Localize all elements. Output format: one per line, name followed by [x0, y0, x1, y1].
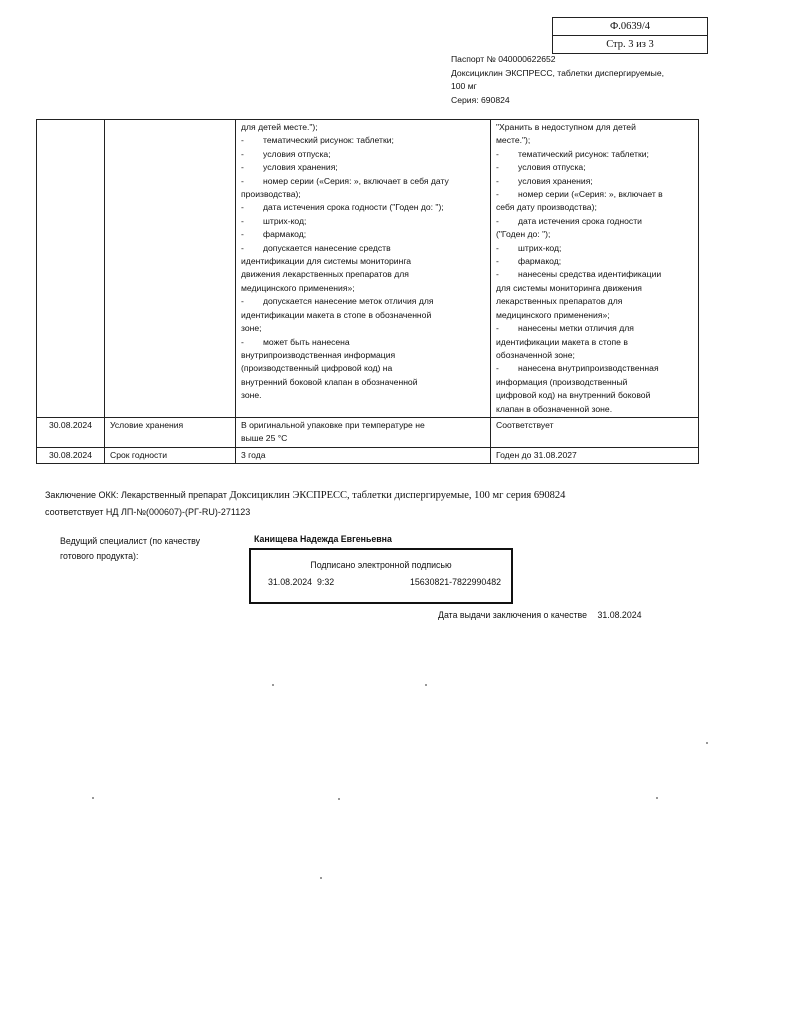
- cell-text-line: (производственный цифровой код) на: [241, 363, 393, 374]
- list-text: дата истечения срока годности ("Годен до: ");: [263, 202, 444, 213]
- table-row: [37, 447, 699, 463]
- test-date-cell: 30.08.2024: [37, 417, 105, 447]
- quality-table: [36, 119, 699, 464]
- cell-text-line: [496, 255, 693, 268]
- list-dash: -: [496, 189, 499, 200]
- issue-date-label: Дата выдачи заключения о качестве: [438, 610, 588, 620]
- list-text: допускается нанесение меток отличия для: [263, 296, 434, 307]
- cell-text-line: [241, 134, 485, 147]
- list-dash: -: [241, 202, 244, 213]
- list-text: номер серии («Серия: », включает в: [518, 189, 663, 200]
- cell-text-line: для детей месте.");: [241, 122, 318, 132]
- product-name-line2: 100 мг: [451, 81, 477, 91]
- signature-certificate-code: 15630821-7822990482: [410, 577, 501, 587]
- scan-speck: [706, 742, 708, 744]
- list-text: допускается нанесение средств: [263, 242, 391, 253]
- spec-line: В оригинальной упаковке при температуре не: [241, 419, 425, 430]
- scan-speck: [425, 684, 427, 686]
- cell-text-line: [241, 161, 485, 174]
- cell-text-line: [496, 362, 693, 375]
- cell-text-line: [241, 242, 485, 255]
- list-dash: -: [241, 175, 244, 186]
- result-cell: Соответствует: [491, 417, 699, 447]
- cell-text-line: обозначенной зоне;: [496, 349, 575, 360]
- specialist-name: Канищева Надежда Евгеньевна: [254, 534, 392, 544]
- cell-text-line: [241, 228, 485, 241]
- scan-speck: [92, 797, 94, 799]
- cell-text-line: производства);: [241, 189, 301, 200]
- cell-text-line: [496, 161, 693, 174]
- cell-text-line: медицинского применения»;: [496, 309, 610, 320]
- specialist-label-line2: готового продукта):: [60, 551, 139, 561]
- cell-text-line: [496, 268, 693, 281]
- spec-cell: [236, 417, 491, 447]
- spec-cell: [236, 120, 491, 418]
- cell-text-line: идентификации для системы мониторинга: [241, 256, 412, 267]
- table-row: [37, 120, 699, 418]
- passport-number: Паспорт № 040000622652: [451, 54, 556, 64]
- list-dash: -: [496, 323, 499, 334]
- spec-cell: 3 года: [236, 447, 491, 463]
- specialist-label-line1: Ведущий специалист (по качеству: [60, 536, 200, 546]
- signature-time: 9:32: [317, 577, 335, 587]
- cell-text-line: зоне.: [241, 390, 262, 401]
- list-text: дата истечения срока годности: [518, 215, 642, 226]
- list-dash: -: [496, 215, 499, 226]
- test-date-cell: 30.08.2024: [37, 447, 105, 463]
- cell-text-line: месте.");: [496, 135, 531, 146]
- cell-text-line: движения лекарственных препаратов для: [241, 269, 409, 280]
- product-name-line1: Доксициклин ЭКСПРЕСС, таблетки диспергируемые,: [451, 67, 665, 78]
- cell-text-line: [496, 148, 693, 161]
- spec-line: выше 25 °С: [241, 433, 288, 444]
- cell-text-line: ("Годен до: ");: [496, 229, 551, 240]
- signature-title: Подписано электронной подписью: [310, 560, 452, 570]
- list-text: может быть нанесена: [263, 336, 350, 347]
- form-code: Ф.0639/4: [609, 21, 651, 32]
- list-text: тематический рисунок: таблетки;: [518, 148, 649, 159]
- specialist-label: [60, 534, 240, 564]
- list-text: фармакод;: [263, 229, 307, 240]
- conclusion-label: Заключение ОКК:: [45, 490, 119, 500]
- list-dash: -: [496, 256, 499, 267]
- table-row: [37, 417, 699, 447]
- cell-text-line: внутрипроизводственная информация: [241, 349, 396, 360]
- cell-text-line: информация (производственный: [496, 376, 628, 387]
- list-dash: -: [241, 162, 244, 173]
- list-text: условия отпуска;: [263, 148, 331, 159]
- list-dash: -: [241, 336, 244, 347]
- test-name-cell: Срок годности: [105, 447, 236, 463]
- list-dash: -: [496, 148, 499, 159]
- list-text: штрих-код;: [263, 215, 307, 226]
- scan-speck: [656, 797, 658, 799]
- cell-text-line: [496, 215, 693, 228]
- cell-text-line: для системы мониторинга движения: [496, 282, 642, 293]
- issue-date: 31.08.2024: [597, 610, 642, 620]
- form-code-box: [552, 17, 708, 54]
- cell-text-line: идентификации макета в стопе в обозначенной: [241, 309, 432, 320]
- issue-date-line: [438, 610, 642, 620]
- list-dash: -: [496, 175, 499, 186]
- qc-conclusion: [45, 487, 745, 521]
- list-dash: -: [496, 363, 499, 374]
- cell-text-line: [241, 148, 485, 161]
- cell-text-line: [241, 295, 485, 308]
- list-text: штрих-код;: [518, 242, 562, 253]
- conclusion-product: Доксициклин ЭКСПРЕСС, таблетки диспергируемые, 100 мг серия 690824: [229, 490, 566, 501]
- conclusion-prefix: Лекарственный препарат: [120, 490, 227, 500]
- cell-text-line: [496, 322, 693, 335]
- scan-speck: [272, 684, 274, 686]
- list-text: нанесены средства идентификации: [518, 269, 662, 280]
- list-text: номер серии («Серия: », включает в себя дату: [263, 175, 449, 186]
- cell-text-line: [496, 188, 693, 201]
- cell-text-line: "Хранить в недоступном для детей: [496, 122, 636, 132]
- cell-text-line: лекарственных препаратов для: [496, 296, 623, 307]
- test-name-cell: Условие хранения: [105, 417, 236, 447]
- passport-header: [451, 53, 691, 107]
- series-number: Серия: 690824: [451, 94, 510, 105]
- list-dash: -: [496, 162, 499, 173]
- cell-text-line: клапан в обозначенной зоне.: [496, 403, 613, 414]
- scan-speck: [338, 798, 340, 800]
- cell-text-line: медицинского применения»;: [241, 282, 355, 293]
- signature-date: 31.08.2024: [268, 577, 313, 587]
- cell-text-line: [496, 175, 693, 188]
- cell-text-line: зоне;: [241, 323, 262, 334]
- list-text: нанесены метки отличия для: [518, 323, 634, 334]
- cell-text-line: [496, 242, 693, 255]
- cell-text-line: [241, 201, 485, 214]
- list-dash: -: [496, 269, 499, 280]
- cell-text-line: себя дату производства);: [496, 202, 597, 213]
- list-text: нанесена внутрипроизводственная: [518, 363, 659, 374]
- list-dash: -: [241, 296, 244, 307]
- list-dash: -: [241, 229, 244, 240]
- list-dash: -: [241, 135, 244, 146]
- list-dash: -: [241, 215, 244, 226]
- conclusion-compliance: соответствует НД ЛП-№(000607)-(РГ-RU)-271123: [45, 507, 251, 517]
- list-dash: -: [241, 148, 244, 159]
- page-number: Стр. 3 из 3: [553, 35, 707, 53]
- result-cell: Годен до 31.08.2027: [491, 447, 699, 463]
- list-text: тематический рисунок: таблетки;: [263, 135, 394, 146]
- cell-text-line: цифровой код) на внутренний боковой: [496, 390, 651, 401]
- list-text: условия отпуска;: [518, 162, 586, 173]
- cell-text-line: идентификации макета в стопе в: [496, 336, 628, 347]
- list-text: условия хранения;: [263, 162, 338, 173]
- list-dash: -: [241, 242, 244, 253]
- test-name-cell: [105, 120, 236, 418]
- cell-text-line: [241, 175, 485, 188]
- scan-speck: [320, 877, 322, 879]
- cell-text-line: [241, 336, 485, 349]
- result-cell: [491, 120, 699, 418]
- list-text: фармакод;: [518, 256, 562, 267]
- list-text: условия хранения;: [518, 175, 593, 186]
- list-dash: -: [496, 242, 499, 253]
- electronic-signature-stamp: [249, 548, 513, 604]
- test-date-cell: [37, 120, 105, 418]
- cell-text-line: [241, 215, 485, 228]
- cell-text-line: внутренний боковой клапан в обозначенной: [241, 376, 418, 387]
